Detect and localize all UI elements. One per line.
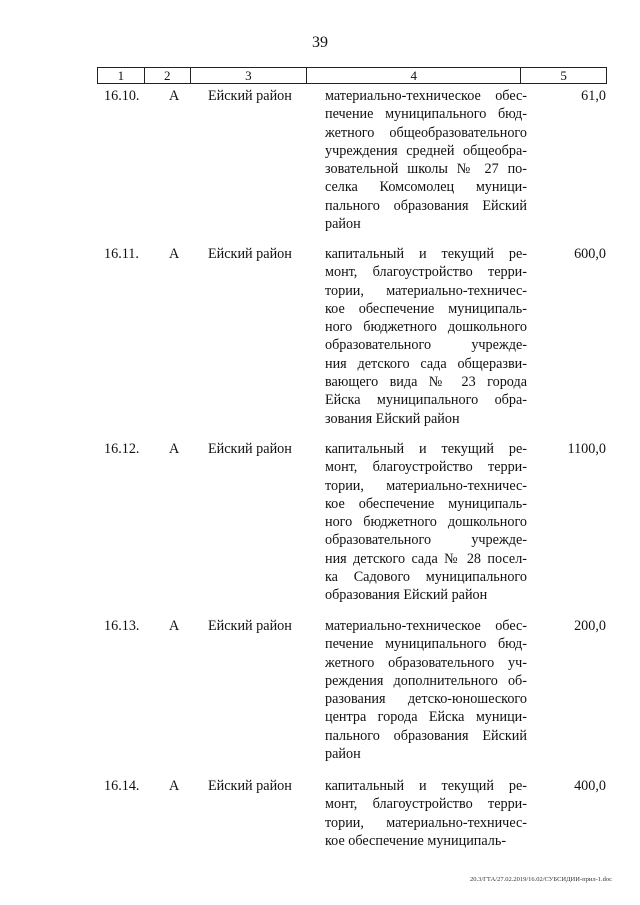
row-amount: 400,0 (574, 778, 606, 794)
description-line: зовательной школы № 27 по- (325, 161, 527, 178)
description-line: ного бюджетного дошкольного (325, 319, 527, 336)
description-line: пального образования Ейский (325, 197, 527, 214)
description-line: образовательного учрежде- (325, 337, 527, 354)
description-line: район (325, 216, 361, 233)
description-line: кое обеспечение муниципаль- (325, 832, 507, 849)
description-line: материально-техническое обес- (325, 88, 527, 104)
description-line: реждения дополнительного об- (325, 672, 527, 689)
description-line: тории, материально-техничес- (325, 814, 527, 831)
row-number: 16.11. (104, 246, 139, 262)
row-number: 16.14. (104, 778, 140, 794)
description-line: монт, благоустройство терри- (325, 459, 527, 476)
page-number: 39 (312, 34, 328, 51)
description-line: пального образования Ейский (325, 727, 527, 744)
row-description (325, 777, 527, 850)
description-line: капитальный и текущий ре- (325, 246, 527, 262)
row-category: А (169, 778, 180, 794)
description-line: печение муниципального бюд- (325, 106, 527, 123)
description-line: монт, благоустройство терри- (325, 264, 527, 281)
table-header-row (97, 67, 607, 84)
description-line: печение муниципального бюд- (325, 636, 527, 653)
row-amount: 61,0 (581, 88, 606, 104)
header-col-4: 4 (307, 68, 521, 83)
description-line: кое обеспечение муниципаль- (325, 495, 527, 512)
row-category: А (169, 88, 180, 104)
row-description (325, 245, 527, 428)
description-line: образовательного учрежде- (325, 532, 527, 549)
description-line: разования детско-юношеского (325, 691, 527, 708)
description-line: жетного образовательного уч- (325, 654, 527, 671)
description-line: тории, материально-техничес- (325, 282, 527, 299)
description-line: капитальный и текущий ре- (325, 778, 527, 794)
description-line: район (325, 746, 361, 763)
description-line: ния детского сада № 28 посел- (325, 550, 527, 567)
header-col-3: 3 (191, 68, 308, 83)
footer-file-path: 20.3/ГТА/27.02.2019/16.02/СУБСИДИИ-прил-1.doc (469, 876, 612, 883)
description-line: образования Ейский район (325, 587, 488, 604)
header-col-2: 2 (145, 68, 191, 83)
description-line: вающего вида № 23 города (325, 374, 527, 391)
row-district: Ейский район (208, 618, 292, 634)
row-description (325, 440, 527, 605)
description-line: жетного общеобразовательного (325, 124, 527, 141)
row-category: А (169, 441, 180, 457)
row-amount: 200,0 (574, 618, 606, 634)
description-line: селка Комсомолец муници- (325, 179, 527, 196)
description-line: ния детского сада общеразви- (325, 355, 527, 372)
description-line: Ейска муниципального обра- (325, 392, 527, 409)
description-line: материально-техническое обес- (325, 618, 527, 634)
row-description (325, 87, 527, 233)
description-line: кое обеспечение муниципаль- (325, 300, 527, 317)
description-line: зования Ейский район (325, 410, 460, 427)
row-category: А (169, 246, 180, 262)
description-line: ка Садового муниципального (325, 569, 527, 586)
row-district: Ейский район (208, 88, 292, 104)
row-district: Ейский район (208, 441, 292, 457)
row-district: Ейский район (208, 246, 292, 262)
row-number: 16.12. (104, 441, 140, 457)
description-line: монт, благоустройство терри- (325, 796, 527, 813)
row-number: 16.10. (104, 88, 140, 104)
description-line: тории, материально-техничес- (325, 477, 527, 494)
description-line: учреждения средней общеобра- (325, 142, 527, 159)
description-line: центра города Ейска муници- (325, 709, 527, 726)
row-district: Ейский район (208, 778, 292, 794)
row-amount: 600,0 (574, 246, 606, 262)
row-number: 16.13. (104, 618, 140, 634)
description-line: капитальный и текущий ре- (325, 441, 527, 457)
row-description (325, 617, 527, 763)
row-category: А (169, 618, 180, 634)
description-line: ного бюджетного дошкольного (325, 514, 527, 531)
header-col-1: 1 (98, 68, 145, 83)
header-col-5: 5 (560, 67, 567, 83)
row-amount: 1100,0 (567, 441, 606, 457)
